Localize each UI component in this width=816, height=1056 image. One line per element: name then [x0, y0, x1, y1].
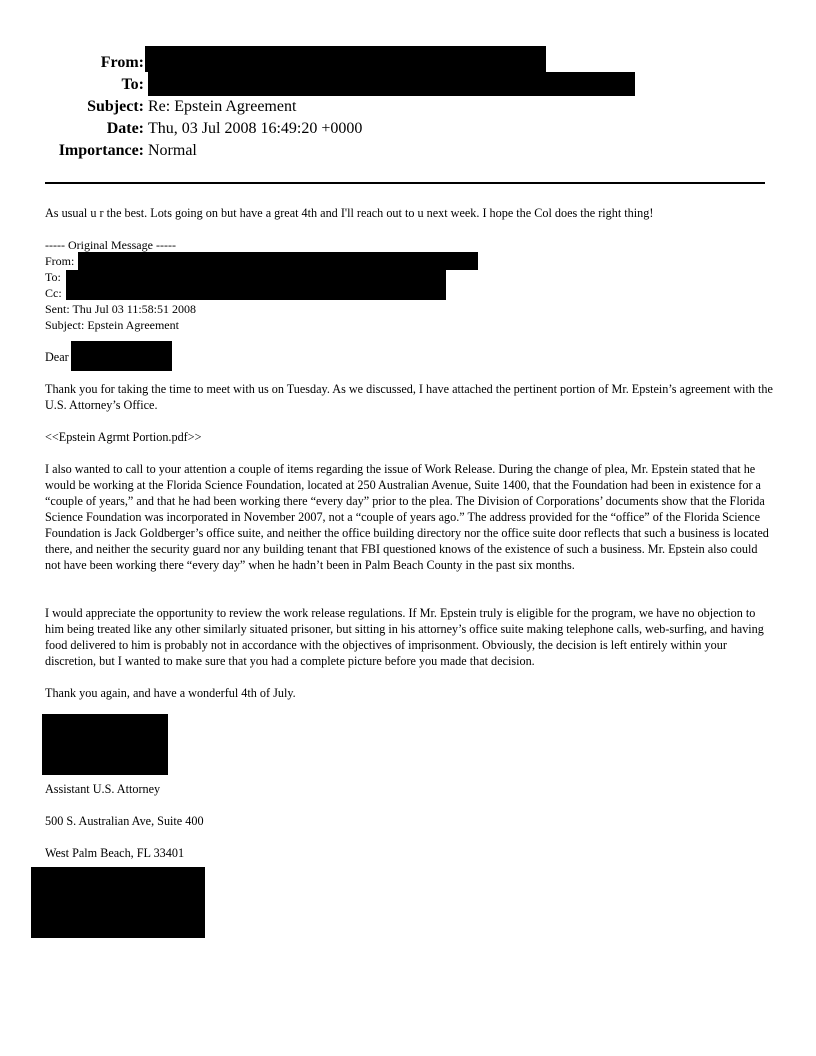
signature-title: Assistant U.S. Attorney [45, 782, 161, 796]
signature-address-line-1: 500 S. Australian Ave, Suite 400 [45, 814, 204, 828]
to-redaction [148, 72, 635, 96]
from-label: From: [100, 54, 144, 71]
date-value: Thu, 03 Jul 2008 16:49:20 +0000 [148, 120, 363, 137]
to-label: To: [121, 76, 144, 93]
original-subject: Subject: Epstein Agreement [45, 318, 179, 332]
from-redaction [145, 46, 546, 72]
date-label: Date: [106, 120, 144, 137]
closing: Thank you again, and have a wonderful 4th of July. [45, 686, 296, 700]
original-sent: Sent: Thu Jul 03 11:58:51 2008 [45, 302, 197, 316]
importance-label: Importance: [58, 142, 144, 159]
subject-label: Subject: [87, 98, 144, 115]
original-from-redaction [78, 252, 478, 270]
paragraph-2: I also wanted to call to your attention a couple of items regarding the issue of Work Release. During the change of plea, Mr. Epstein stated that he would be working at the Florida Science Foundation, located at 250 Australian Avenue, Suite 1400, that the Foundation had been in existence for a “couple of years,” and that he had been working there “every day” prior to the plea. The Division of Corporations’ documents show that the Florida Science Foundation was incorporated in November 2007, not a “couple of years ago.” The address provided for the “office” of the Florida Science Foundation is Jack Goldberger’s office suite, and neither the office building directory nor the office suite door reflects that such a business is located there, and neither the security guard nor any building tenant that FBI questioned knows of the existence of such a business. Mr. Epstein also could not have been working there “every day” when he hadn’t been in Palm Beach County in the past six months. [45, 462, 769, 572]
importance-value: Normal [148, 142, 197, 159]
original-to-label: To: [45, 270, 61, 284]
contact-redaction [31, 867, 205, 938]
subject-value: Re: Epstein Agreement [148, 98, 297, 115]
original-from-label: From: [45, 254, 75, 268]
original-cc-redaction [66, 284, 446, 300]
header-divider [45, 182, 765, 184]
salutation: Dear [45, 350, 69, 364]
signature-address-line-2: West Palm Beach, FL 33401 [45, 846, 185, 860]
reply-text: As usual u r the best. Lots going on but have a great 4th and I'll reach out to u next week. I hope the Col does the right thing! [45, 206, 654, 220]
paragraph-3: I would appreciate the opportunity to review the work release regulations. If Mr. Epstein truly is eligible for the program, we have no objection to him being treated like any other similarly situated prisoner, but sitting in his attorney’s office suite making telephone calls, web-surfing, and having food delivered to him is probably not in accordance with the objectives of imprisonment. Obviously, the decision is left entirely within your discretion, but I wanted to make sure that you had a complete picture before you made that decision. [45, 606, 764, 668]
recipient-name-redaction [71, 341, 172, 371]
signature-name-redaction [42, 714, 168, 775]
original-divider: ----- Original Message ----- [45, 238, 176, 252]
attachment-reference: <<Epstein Agrmt Portion.pdf>> [45, 430, 202, 444]
original-cc-label: Cc: [45, 286, 62, 300]
paragraph-1: Thank you for taking the time to meet with us on Tuesday. As we discussed, I have attached the pertinent portion of Mr. Epstein’s agreement with the U.S. Attorney’s Office. [45, 382, 773, 412]
